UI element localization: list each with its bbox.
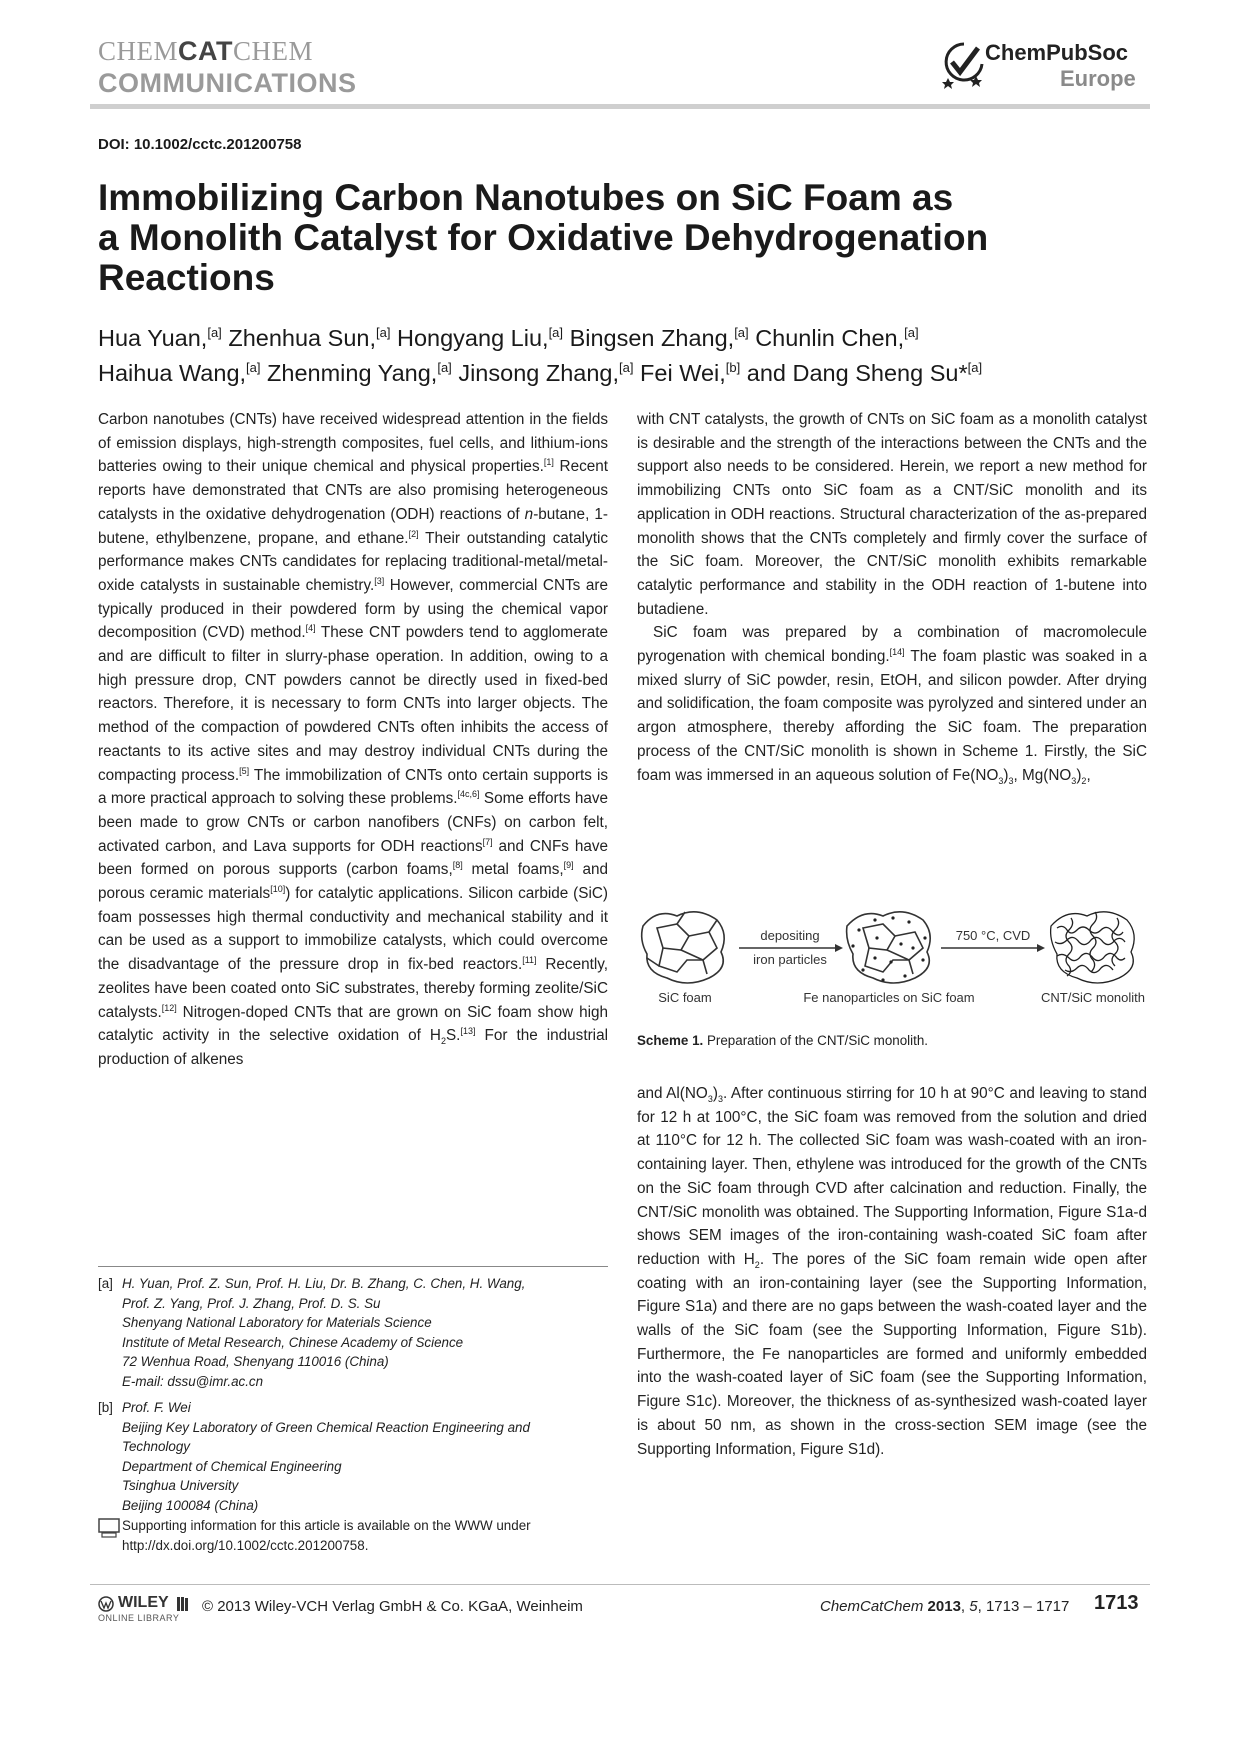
author-name: Chunlin Chen, (755, 324, 905, 351)
author-name: Hua Yuan, (98, 324, 208, 351)
scheme-step2-label: 750 °C, CVD (955, 928, 1031, 943)
author-affiliation: [a] (376, 325, 391, 340)
fe-nanoparticle-dots (851, 916, 926, 981)
body-paragraph: Carbon nanotubes (CNTs) have received widespread attention in the fields of emission displays, high-strength composites, fuel cells, and lithium-ions batteries owing to their unique chemical and physical properties.[1] Recent reports have demonstrated that CNTs are also promising heterogeneous catalysts in the oxidative dehydrogenation (ODH) reactions of n-butane, 1-butene, ethylbenzene, propane, and ethane.[2] Their outstanding catalytic performance makes CNTs candidates for replacing traditional-metal/metal-oxide catalysts in sustainable chemistry.[3] However, commercial CNTs are typically produced in their powdered form by using the chemical vapor decomposition (CVD) method.[4] These CNT powders tend to agglomerate and are difficult to filter in slurry-phase operation. In addition, owing to a high pressure drop, CNT powders cannot be directly used in fixed-bed reactors. Therefore, it is necessary to form CNTs into larger objects. The method of the compaction of powdered CNTs often inhibits the access of reactants to its active sites and may destroy individual CNTs during the compacting process.[5] The immobilization of CNTs onto certain supports is a more practical approach to solving these problems.[4c,6] Some efforts have been made to grow CNTs or carbon nanofibers (CNFs) on carbon felt, activated carbon, and Lava supports for ODH reactions[7] and CNFs have been formed on porous supports (carbon foams,[8] metal foams,[9] and porous ceramic materials[10]) for catalytic applications. Silicon carbide (SiC) foam possesses high thermal conductivity and mechanical stability and it can be used as a support to immobilize catalysts, which could overcome the disadvantage of the pressure drop in fix-bed reactors.[11] Recently, zeolites have been coated onto SiC substrates, thereby forming zeolite/SiC catalysts.[12] Nitrogen-doped CNTs that are grown on SiC foam show high catalytic activity in the selective oxidation of $H_2S.[13]$ For the industrial production of alkenes (98, 411, 609, 1068)
wiley-logo-icon (98, 1596, 116, 1612)
affiliation-a (98, 1274, 618, 1392)
affiliation-tag: [a] (98, 1276, 113, 1291)
affiliation-line: Tsinghua University (122, 1478, 239, 1494)
doi: DOI: 10.1002/cctc.201200758 (98, 136, 302, 153)
citation-ref: [2] (408, 528, 419, 539)
left-column (98, 408, 608, 1072)
citation-ref: [12] (161, 1002, 177, 1013)
author-name: Zhenhua Sun, (228, 324, 376, 351)
publisher-name: ChemPubSoc (985, 40, 1129, 65)
citation-ref: [4c,6] (457, 789, 480, 800)
citation-ref: [10] (270, 883, 286, 894)
affiliation-line: 72 Wenhua Road, Shenyang 110016 (China) (122, 1354, 389, 1370)
chempubsoc-logo-icon (942, 40, 986, 90)
header-rule (90, 104, 1150, 109)
affiliation-line: Prof. F. Wei (122, 1400, 191, 1415)
title-line: Reactions (98, 257, 275, 298)
wiley-online-library: ONLINE LIBRARY (98, 1613, 180, 1623)
citation-ref: [4] (305, 623, 316, 634)
citation-ref: [9] (563, 860, 574, 871)
affiliation-b (98, 1398, 618, 1516)
title-line: Immobilizing Carbon Nanotubes on SiC Foam as (98, 177, 954, 218)
wiley-wordmark: WILEY (118, 1594, 169, 1611)
title-line: a Monolith Catalyst for Oxidative Dehydrogenation (98, 217, 989, 258)
citation-ref: [3] (374, 575, 385, 586)
supporting-info-link[interactable]: http://dx.doi.org/10.1002/cctc.201200758. (122, 1537, 369, 1553)
journal-name-part3: CHEM (233, 36, 314, 66)
citation-ref: [8] (452, 860, 463, 871)
author-affiliation: [b] (725, 359, 741, 375)
right-column-bottom (637, 1082, 1147, 1461)
scheme-caption-label: Scheme 1. (637, 1033, 704, 1048)
journal-citation: ChemCatChem 2013, 5, 1713 – 1717 (820, 1598, 1070, 1615)
author-name: Jinsong Zhang, (458, 359, 620, 386)
author-list (98, 318, 1148, 388)
footnote-rule (98, 1266, 608, 1267)
scheme-caption (637, 1033, 1137, 1048)
affiliation-line: H. Yuan, Prof. Z. Sun, Prof. H. Liu, Dr. B. Zhang, C. Chen, H. Wang, (122, 1276, 526, 1291)
citation-ref: [14] (889, 646, 905, 657)
affiliation-line: Beijing Key Laboratory of Green Chemical Reaction Engineering and (122, 1419, 530, 1435)
supporting-info-note (122, 1516, 622, 1555)
author-name: and Dang Sheng Su* (746, 359, 968, 386)
author-name: Zhenming Yang, (267, 359, 438, 386)
citation-ref: [5] (239, 765, 250, 776)
book-icon (176, 1596, 190, 1612)
author-affiliation: [a] (437, 359, 452, 375)
scheme-1-figure (637, 898, 1147, 1010)
affiliation-line: Institute of Metal Research, Chinese Academy of Science (122, 1334, 464, 1350)
affiliation-line: Technology (122, 1439, 190, 1455)
author-name: Haihua Wang, (98, 359, 247, 386)
author-affiliation: [a] (904, 325, 919, 340)
scheme-step1-label: iron particles (753, 952, 827, 967)
author-affiliation: [a] (734, 325, 749, 340)
sic-foam-drawing (642, 912, 725, 983)
journal-name-part1: CHEM (98, 36, 179, 66)
author-affiliation: [a] (207, 325, 222, 340)
citation-ref: [13] (460, 1026, 476, 1037)
author-name: Hongyang Liu, (397, 324, 549, 351)
right-column-top (637, 408, 1147, 787)
body-paragraph: with CNT catalysts, the growth of CNTs on SiC foam as a monolith catalyst is desirable and the strength of the interactions between the CNTs and the support also needs to be considered. Herein, we report a new method for immobilizing CNTs onto SiC foam as a CNT/SiC monolith and its application in ODH reactions. Structural characterization of the as-prepared monolith shows that the CNTs completely and firmly cover the surface of the SiC foam. Moreover, the CNT/SiC monolith exhibits remarkable catalytic performance and stability in the ODH reaction of 1-butene into butadiene. (637, 411, 1147, 618)
author-affiliation: [a] (967, 359, 983, 375)
section-label: COMMUNICATIONS (98, 68, 357, 98)
scheme-step1-label: depositing (760, 928, 820, 943)
author-affiliation: [a] (548, 325, 564, 340)
scheme-caption-text: Preparation of the CNT/SiC monolith. (703, 1033, 929, 1048)
copyright: © 2013 Wiley-VCH Verlag GmbH & Co. KGaA, Weinheim (202, 1598, 583, 1615)
author-affiliation: [a] (619, 359, 634, 375)
author-name: Bingsen Zhang, (569, 324, 735, 351)
citation-pages: , 1713 – 1717 (977, 1598, 1070, 1615)
author-affiliation: [a] (246, 359, 261, 375)
citation-ref: [1] (543, 457, 554, 468)
affiliation-line: Beijing 100084 (China) (122, 1497, 259, 1513)
affiliation-tag: [b] (98, 1400, 113, 1415)
affiliation-line: Shenyang National Laboratory for Materials Science (122, 1315, 432, 1331)
affiliation-line: Prof. Z. Yang, Prof. J. Zhang, Prof. D. S. Su (122, 1295, 381, 1311)
citation-ref: [7] (482, 836, 493, 847)
footer-rule (90, 1584, 1150, 1585)
body-paragraph: SiC foam was prepared by a combination of macromolecule pyrogenation with chemical bonding.[14] The foam plastic was soaked in a mixed slurry of SiC powder, resin, EtOH, and silicon powder. After drying and solidification, the foam composite was pyrolyzed and sintered under an argon atmosphere, thereby affording the SiC foam. The preparation process of the CNT/SiC monolith is shown in Scheme 1. Firstly, the SiC foam was immersed in an aqueous solution of $Fe(NO_3)_3$, $Mg(NO_3)_2$, (637, 624, 1147, 786)
scheme-stage-label: SiC foam (658, 990, 712, 1005)
supporting-info-text: Supporting information for this article is available on the WWW under (122, 1518, 531, 1533)
affiliation-email[interactable]: E-mail: dssu@imr.ac.cn (122, 1373, 264, 1389)
fe-on-sic-drawing (847, 912, 931, 983)
journal-name (98, 36, 313, 66)
citation-ref: [11] (522, 955, 537, 966)
page-number: 1713 (1094, 1592, 1139, 1614)
publisher-region: Europe (1060, 66, 1136, 91)
article-title (98, 178, 1098, 298)
journal-name-part2: CAT (178, 36, 234, 66)
scheme-stage-label: CNT/SiC monolith (1040, 990, 1146, 1005)
author-name: Fei Wei, (640, 359, 726, 386)
affiliation-line: Department of Chemical Engineering (122, 1458, 342, 1474)
citation-volume: 5 (969, 1598, 978, 1615)
body-paragraph: and $Al(NO_3)_3$. After continuous stirring for 10 h at 90°C and leaving to stand for 12 h at 100°C, the SiC foam was removed from the solution and dried at 110°C for 12 h. The collected SiC foam was wash-coated with an iron-containing layer. Then, ethylene was introduced for the growth of the CNTs on the SiC foam through CVD after calcination and reduction. Finally, the CNT/SiC monolith was obtained. The Supporting Information, Figure S1a-d shows SEM images of the iron-containing wash-coated SiC foam after reduction with $H_2$. The pores of the SiC foam remain wide open after coating with an iron-containing layer (see the Supporting Information, Figure S1a) and there are no gaps between the wash-coated layer and the walls of the SiC foam (see the Supporting Information, Figure S1b). Furthermore, the Fe nanoparticles are formed and uniformly embedded into the wash-coated layer of SiC foam (see the Supporting Information, Figure S1c). Moreover, the thickness of as-synthesized wash-coated layer is about 50 nm, as shown in the cross-section SEM image (see the Supporting Information, Figure S1d). (637, 1085, 1147, 1458)
supporting-info-icon (98, 1518, 120, 1538)
citation-journal: ChemCatChem (820, 1598, 924, 1615)
scheme-stage-label: Fe nanoparticles on SiC foam (803, 990, 975, 1005)
citation-year: 2013 (927, 1598, 961, 1615)
cnt-sic-monolith-drawing (1051, 912, 1135, 983)
